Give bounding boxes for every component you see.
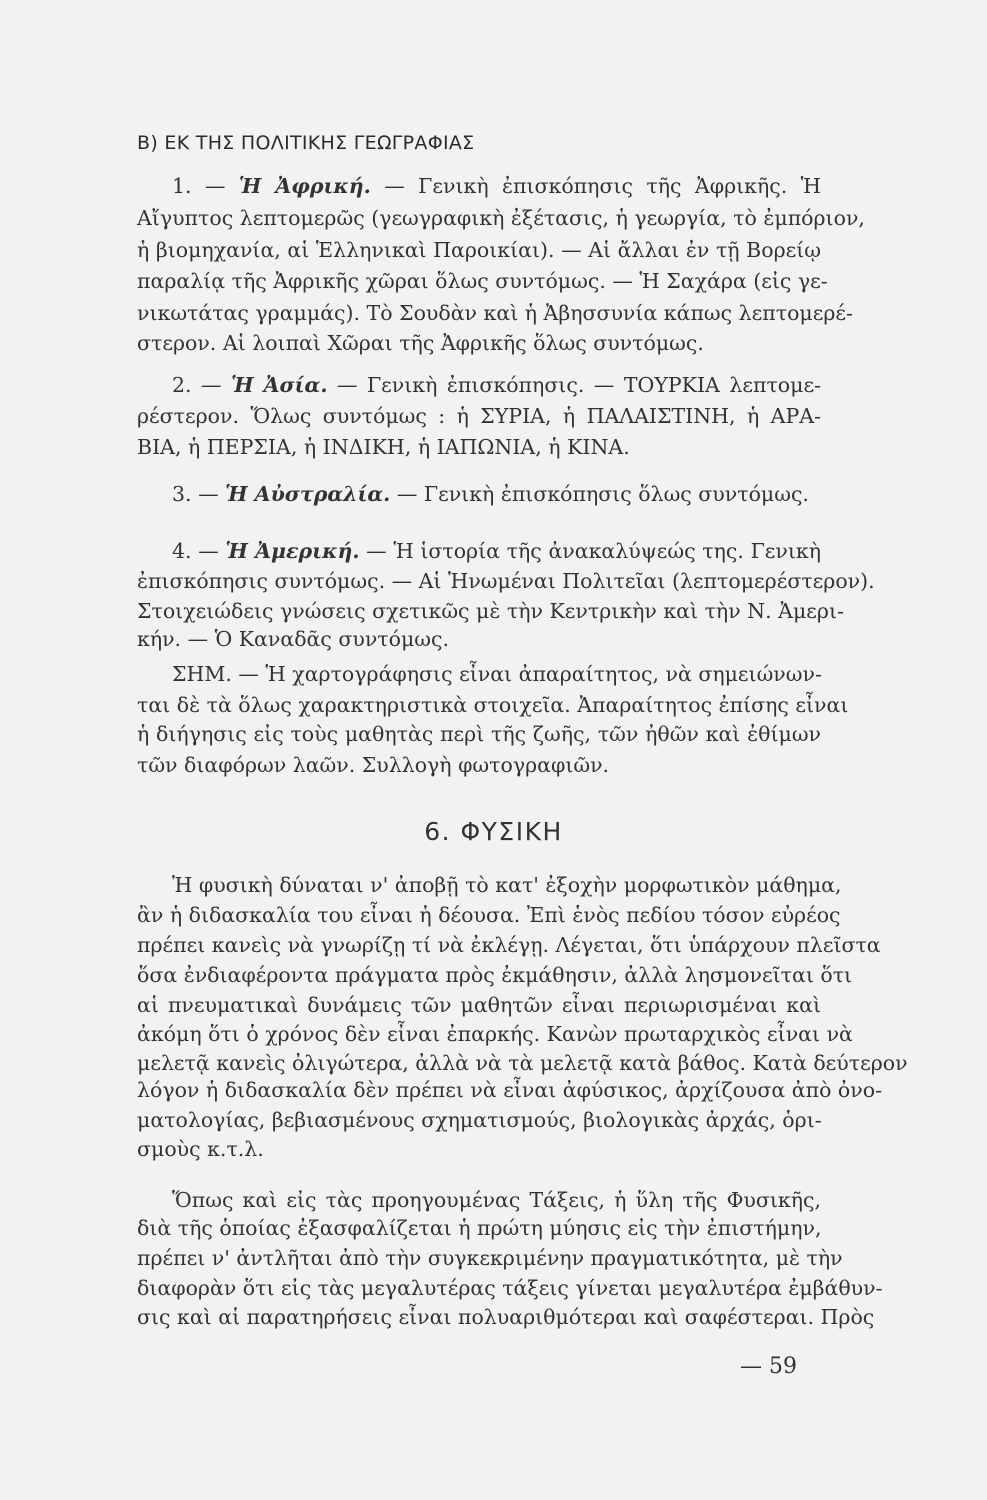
asia-title: Ἡ Ἀσία. — [231, 373, 328, 397]
physics-p1-line: μελετᾷ κανεὶς ὀλιγώτερα, ἀλλὰ νὰ τὰ μελετᾷ κατὰ βάθος. Κατὰ δεύτερον — [137, 1051, 908, 1075]
section-title-physics: 6. ΦΥΣΙΚΗ — [424, 817, 563, 846]
note-line-1: ΣΗΜ. — Ἡ χαρτογράφησις εἶναι ἀπαραίτητος, νὰ σημειώνων- — [172, 662, 822, 686]
physics-p2-line: σις καὶ αἱ παρατηρήσεις εἶναι πολυαριθμότεραι καὶ σαφέστεραι. Πρὸς — [137, 1305, 875, 1329]
africa-line-5: νικωτάτας γραμμάς). Τὸ Σουδὰν καὶ ἡ Ἀβησσυνία κάπως λεπτομερέ- — [137, 301, 853, 325]
section-heading-political-geography: Β) ΕΚ ΤΗΣ ΠΟΛΙΤΙΚΗΣ ΓΕΩΓΡΑΦΙΑΣ — [137, 132, 475, 154]
america-line-1-text: — Ἡ ἱστορία τῆς ἀνακαλύψεώς της. Γενικὴ — [359, 539, 822, 563]
physics-p1-line: ματολογίας, βεβιασμένους σχηματισμούς, βιολογικὰς ἀρχάς, ὁρι- — [137, 1108, 822, 1132]
australia-number: 3. — — [172, 482, 226, 506]
america-number: 4. — — [172, 539, 226, 563]
note-line-4: τῶν διαφόρων λαῶν. Συλλογὴ φωτογραφιῶν. — [137, 753, 610, 777]
physics-p2-line: πρέπει ν' ἀντλῆται ἀπὸ τὴν συγκεκριμένην πραγματικότητα, μὲ τὴν — [137, 1246, 843, 1270]
australia-title: Ἡ Αὐστραλία. — [225, 482, 391, 506]
america-line-1 — [172, 538, 821, 564]
africa-line-2: Αἴγυπτος λεπτομερῶς (γεωγραφικὴ ἐξέτασις, ἡ γεωργία, τὸ ἐμπόριον, — [137, 206, 865, 230]
physics-p1-line: αἱ πνευματικαὶ δυνάμεις τῶν μαθητῶν εἶναι περιωρισμέναι καὶ — [137, 993, 821, 1017]
physics-p2-line: διὰ τῆς ὁποίας ἐξασφαλίζεται ἡ πρώτη μύησις εἰς τὴν ἐπιστήμην, — [137, 1216, 822, 1240]
asia-number: 2. — — [172, 373, 232, 397]
physics-p1-line: πρέπει κανεὶς νὰ γνωρίζῃ τί νὰ ἐκλέγῃ. Λέγεται, ὅτι ὑπάρχουν πλεῖστα — [137, 933, 881, 957]
australia-line-1-text: — Γενικὴ ἐπισκόπησις ὅλως συντόμως. — [390, 482, 809, 506]
physics-p2-line: Ὅπως καὶ εἰς τὰς προηγουμένας Τάξεις, ἡ ὕλη τῆς Φυσικῆς, — [172, 1188, 821, 1212]
africa-line-1 — [172, 173, 821, 199]
physics-p1-line: Ἡ φυσικὴ δύναται ν' ἀποβῇ τὸ κατ' ἐξοχὴν μορφωτικὸν μάθημα, — [172, 873, 842, 897]
africa-number: 1. — — [172, 174, 239, 198]
australia-line-1 — [172, 481, 821, 507]
america-line-3: Στοιχειώδεις γνώσεις σχετικῶς μὲ τὴν Κεντρικὴν καὶ τὴν Ν. Ἀμερι- — [137, 599, 844, 623]
america-title: Ἡ Ἀμερική. — [225, 539, 360, 563]
physics-p1-line: σμοὺς κ.τ.λ. — [137, 1137, 264, 1161]
physics-p1-line: ὅσα ἐνδιαφέροντα πράγματα πρὸς ἐκμάθησιν, ἀλλὰ λησμονεῖται ὅτι — [137, 963, 853, 987]
page-number: — 59 — [740, 1354, 797, 1379]
africa-line-6: στερον. Αἱ λοιπαὶ Χῶραι τῆς Ἀφρικῆς ὅλως συντόμως. — [137, 331, 704, 355]
physics-p1-line: ἀκόμη ὅτι ὁ χρόνος δὲν εἶναι ἐπαρκής. Κανὼν πρωταρχικὸς εἶναι νὰ — [137, 1022, 853, 1046]
note-line-3: ἡ διήγησις εἰς τοὺς μαθητὰς περὶ τῆς ζωῆς, τῶν ἠθῶν καὶ ἐθίμων — [137, 722, 821, 746]
africa-title: Ἡ Ἀφρική. — [238, 174, 371, 198]
america-line-4: κήν. — Ὁ Καναδᾶς συντόμως. — [137, 627, 450, 651]
physics-p1-line: ἂν ἡ διδασκαλία του εἶναι ἡ δέουσα. Ἐπὶ ἑνὸς πεδίου τόσον εὐρέος — [137, 903, 841, 927]
africa-line-3: ἡ βιομηχανία, αἱ Ἑλληνικαὶ Παροικίαι). — Αἱ ἄλλαι ἐν τῇ Βορείῳ — [137, 238, 821, 262]
asia-line-3: ΒΙΑ, ἡ ΠΕΡΣΙΑ, ἡ ΙΝΔΙΚΗ, ἡ ΙΑΠΩΝΙΑ, ἡ ΚΙΝΑ. — [137, 435, 630, 459]
asia-line-1 — [172, 372, 821, 398]
physics-p2-line: διαφορὰν ὅτι εἰς τὰς μεγαλυτέρας τάξεις γίνεται μεγαλυτέρα ἐμβάθυν- — [137, 1276, 883, 1300]
africa-line-1-text: — Γενικὴ ἐπισκόπησις τῆς Ἀφρικῆς. Ἡ — [370, 174, 822, 198]
note-line-2: ται δὲ τὰ ὅλως χαρακτηριστικὰ στοιχεῖα. Ἀπαραίτητος ἐπίσης εἶναι — [137, 693, 849, 717]
physics-p1-line: λόγον ἡ διδασκαλία δὲν πρέπει νὰ εἶναι ἀφύσικος, ἀρχίζουσα ἀπὸ ὀνο- — [137, 1078, 882, 1102]
america-line-2: ἐπισκόπησις συντόμως. — Αἱ Ἡνωμέναι Πολιτεῖαι (λεπτομερέστερον). — [137, 569, 875, 593]
asia-line-2: ρέστερον. Ὅλως συντόμως : ἡ ΣΥΡΙΑ, ἡ ΠΑΛΑΙΣΤΙΝΗ, ἡ ΑΡΑ- — [137, 404, 821, 428]
africa-line-4: παραλίᾳ τῆς Ἀφρικῆς χῶραι ὅλως συντόμως. — Ἡ Σαχάρα (εἰς γε- — [137, 269, 828, 293]
asia-line-1-text: — Γενικὴ ἐπισκόπησις. — ΤΟΥΡΚΙΑ λεπτομε- — [327, 373, 821, 397]
